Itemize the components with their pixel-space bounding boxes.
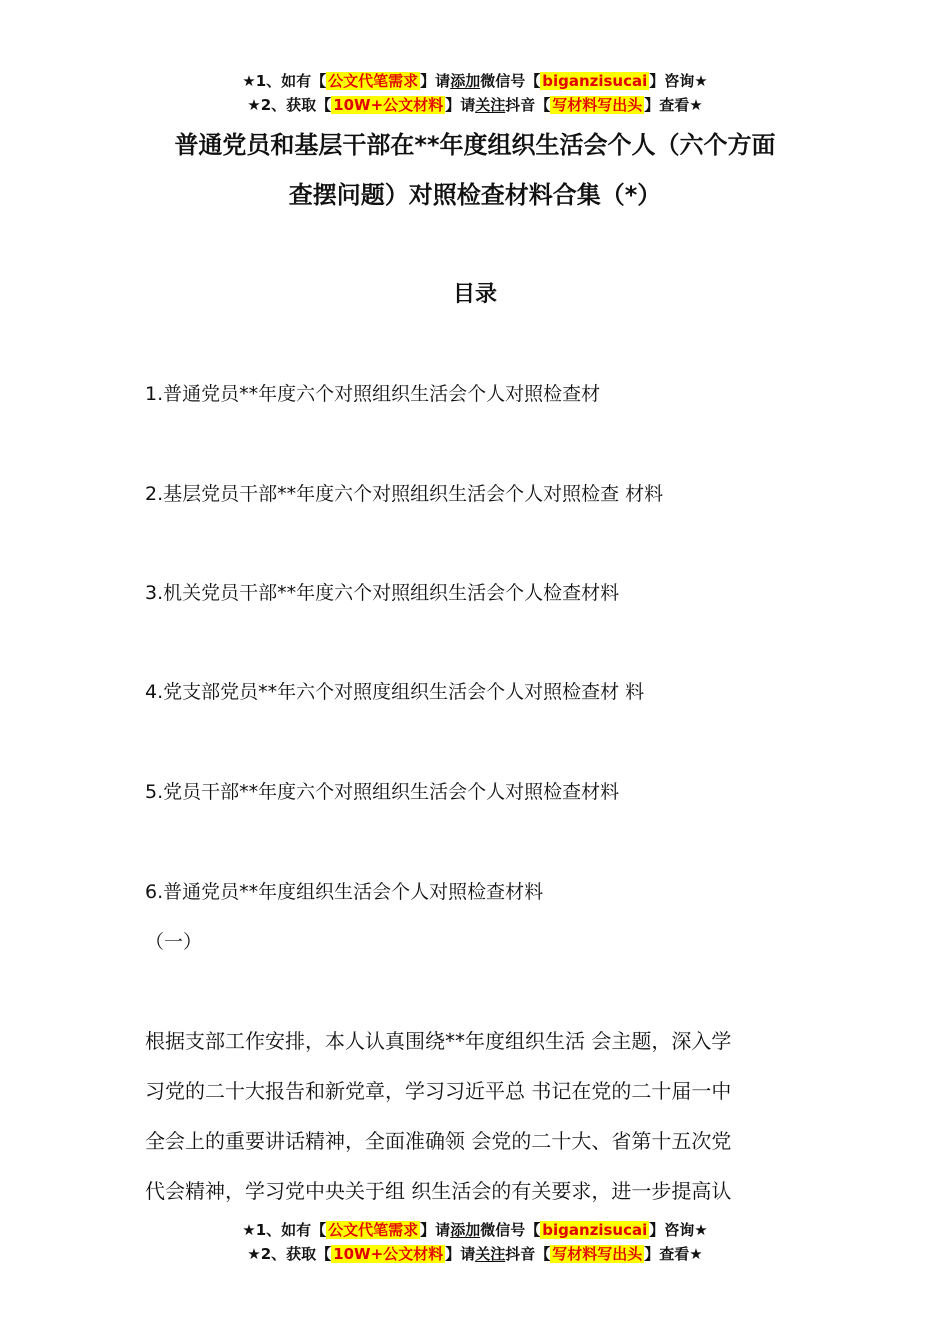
banner-text: 】请 xyxy=(420,72,451,90)
banner-text: 】请 xyxy=(420,1221,451,1239)
banner-text: ★1、如有【 xyxy=(242,1221,327,1239)
top-banner-line-2 xyxy=(0,94,950,116)
banner-text: 】请 xyxy=(445,1245,476,1263)
banner-underline-add: 添加 xyxy=(450,1221,481,1239)
toc-item: 2.基层党员干部**年度六个对照组织生活会个人对照检查 材料 xyxy=(145,483,664,505)
bottom-banner-line-2 xyxy=(0,1243,950,1265)
banner-highlight-materials: 10W+公文材料 xyxy=(333,1245,444,1263)
toc-item: 4.党支部党员**年六个对照度组织生活会个人对照检查材 料 xyxy=(145,681,645,703)
banner-highlight-materials: 10W+公文材料 xyxy=(333,96,444,114)
banner-text: 】查看★ xyxy=(644,1245,703,1263)
body-line: 全会上的重要讲话精神，全面准确领 会党的二十大、省第十五次党 xyxy=(145,1129,732,1153)
toc-heading: 目录 xyxy=(452,282,497,307)
banner-text: 微信号【 xyxy=(480,1221,541,1239)
banner-text: ★1、如有【 xyxy=(242,72,327,90)
body-line: 代会精神，学习党中央关于组 织生活会的有关要求，进一步提高认 xyxy=(145,1179,732,1203)
banner-text: 】查看★ xyxy=(644,96,703,114)
toc-item: 5.党员干部**年度六个对照组织生活会个人对照检查材料 xyxy=(145,781,620,803)
section-marker: （一） xyxy=(145,931,203,953)
banner-highlight-wechat-id: biganzisucai xyxy=(542,1221,648,1239)
top-banner-line-1 xyxy=(0,70,950,92)
banner-text: 微信号【 xyxy=(480,72,541,90)
banner-text: 抖音【 xyxy=(505,96,551,114)
toc-item: 3.机关党员干部**年度六个对照组织生活会个人检查材料 xyxy=(145,582,620,604)
banner-text: 】咨询★ xyxy=(649,1221,708,1239)
toc-item: 6.普通党员**年度组织生活会个人对照检查材料 xyxy=(145,881,544,903)
document-title-line-2: 查摆问题）对照检查材料合集（*） xyxy=(288,181,662,209)
banner-highlight-service: 公文代笔需求 xyxy=(328,72,419,90)
banner-text: 抖音【 xyxy=(505,1245,551,1263)
bottom-banner-line-1 xyxy=(0,1219,950,1241)
banner-highlight-douyin: 写材料写出头 xyxy=(552,1245,643,1263)
body-line: 习党的二十大报告和新党章，学习习近平总 书记在党的二十届一中 xyxy=(145,1079,732,1103)
banner-underline-add: 添加 xyxy=(450,72,481,90)
banner-highlight-service: 公文代笔需求 xyxy=(328,1221,419,1239)
document-title-line-1: 普通党员和基层干部在**年度组织生活会个人（六个方面 xyxy=(174,131,776,159)
toc-item: 1.普通党员**年度六个对照组织生活会个人对照检查材 xyxy=(145,383,601,405)
banner-text: 】咨询★ xyxy=(649,72,708,90)
banner-highlight-wechat-id: biganzisucai xyxy=(542,72,648,90)
banner-text: ★2、获取【 xyxy=(247,96,332,114)
banner-underline-follow: 关注 xyxy=(475,96,506,114)
banner-text: ★2、获取【 xyxy=(247,1245,332,1263)
banner-underline-follow: 关注 xyxy=(475,1245,506,1263)
banner-highlight-douyin: 写材料写出头 xyxy=(552,96,643,114)
body-line: 根据支部工作安排，本人认真围绕**年度组织生活 会主题，深入学 xyxy=(145,1029,732,1053)
banner-text: 】请 xyxy=(445,96,476,114)
